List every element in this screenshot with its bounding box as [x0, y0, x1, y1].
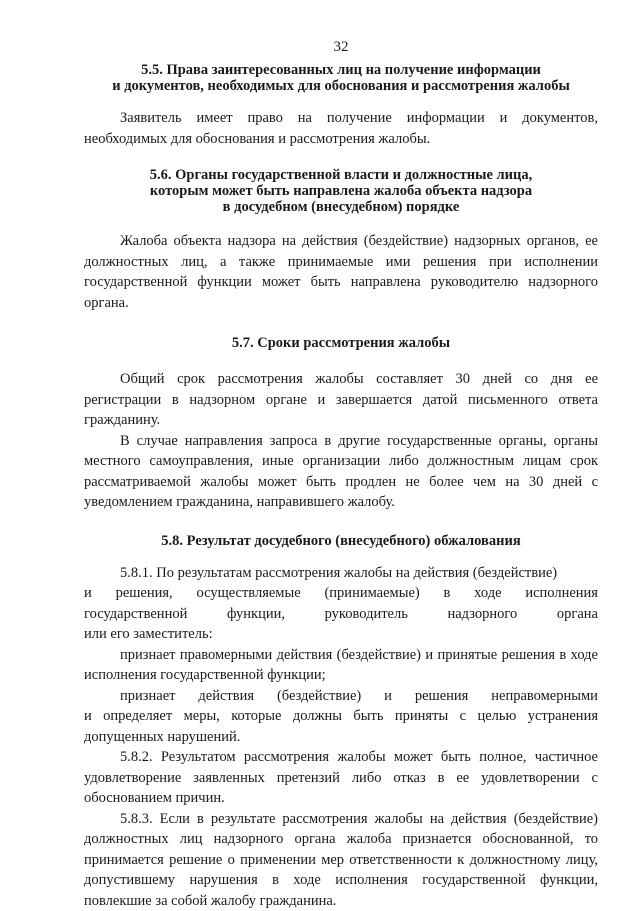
section-5-6-heading — [84, 167, 598, 215]
section-5-7-paragraph-1: Общий срок рассмотрения жалобы составляет 30 дней со дня ее регистрации в надзорном органе и завершается датой письменного ответа гражданину. — [84, 369, 598, 431]
word: органа — [557, 604, 598, 625]
word: признает — [120, 686, 175, 707]
section-5-8-1-paragraph — [84, 563, 598, 645]
document-page — [84, 38, 598, 911]
word: руководитель — [325, 604, 408, 625]
section-5-6-heading-line-1: 5.6. Органы государственной власти и должностные лица, — [88, 167, 594, 183]
word: и — [384, 686, 392, 707]
page-number: 32 — [84, 38, 598, 56]
word: надзорного — [447, 604, 517, 625]
section-5-5-paragraph-1: Заявитель имеет право на получение информации и документов, необходимых для обоснования и рассмотрения жалобы. — [84, 108, 598, 149]
section-5-8-2-paragraph: 5.8.2. Результатом рассмотрения жалобы может быть полное, частичное удовлетворение заявленных претензий либо отказ в ее удовлетворении с обоснованием причин. — [84, 747, 598, 809]
section-5-6-heading-line-3: в досудебном (внесудебном) порядке — [88, 199, 594, 215]
word: решения, — [116, 583, 173, 604]
section-5-5-heading-line-2: и документов, необходимых для обоснования и рассмотрения жалобы — [88, 78, 594, 94]
word: ходе — [474, 583, 501, 604]
section-5-8-unlawful-line-1 — [84, 686, 598, 707]
section-5-8-paragraph-recognizes-lawful: признает правомерными действия (бездействие) и принятые решения в ходе исполнения государственной функции; — [84, 645, 598, 686]
section-5-8-1-line-4: или его заместитель: — [84, 624, 598, 645]
word: (принимаемые) — [324, 583, 419, 604]
word: (бездействие) — [277, 686, 361, 707]
section-5-7-paragraph-2: В случае направления запроса в другие государственные органы, органы местного самоуправления, иные организации либо должностным лицам срок рассматриваемой жалобы может быть продлен не более чем на 30 дней с уведомлением гражданина, направившего жалобу. — [84, 431, 598, 513]
section-5-8-paragraph-recognizes-unlawful — [84, 686, 598, 748]
section-5-8-1-line-1: 5.8.1. По результатам рассмотрения жалобы на действия (бездействие) — [84, 563, 598, 584]
word: и — [84, 583, 92, 604]
word: функции, — [227, 604, 285, 625]
section-5-8-heading: 5.8. Результат досудебного (внесудебного) обжалования — [84, 533, 598, 549]
section-5-7-heading: 5.7. Сроки рассмотрения жалобы — [84, 335, 598, 351]
section-5-5-heading — [84, 62, 598, 94]
section-5-8-1-line-3 — [84, 604, 598, 625]
section-5-8-1-line-2 — [84, 583, 598, 604]
word: действия — [198, 686, 254, 707]
section-5-8-3-paragraph: 5.8.3. Если в результате рассмотрения жалобы на действия (бездействие) должностных лиц надзорного органа жалоба признается обоснованной, то принимается решение о применении мер ответственности к должностному лицу, допустившему нарушения в ходе исполнения государственной функции, повлекшие за собой жалобу гражданина. — [84, 809, 598, 911]
section-5-6-heading-line-2: которым может быть направлена жалоба объекта надзора — [88, 183, 594, 199]
word: решения — [415, 686, 468, 707]
section-5-5-heading-line-1: 5.5. Права заинтересованных лиц на получение информации — [88, 62, 594, 78]
word: в — [444, 583, 451, 604]
section-5-8-unlawful-rest: и определяет меры, которые должны быть приняты с целью устранения допущенных нарушений. — [84, 706, 598, 747]
word: неправомерными — [491, 686, 598, 707]
word: исполнения — [525, 583, 598, 604]
section-5-6-paragraph-1: Жалоба объекта надзора на действия (бездействие) надзорных органов, ее должностных лиц, а также принимаемые ими решения при исполнении государственной функции может быть направлена руководителю надзорного органа. — [84, 231, 598, 313]
word: государственной — [84, 604, 187, 625]
word: осуществляемые — [196, 583, 300, 604]
